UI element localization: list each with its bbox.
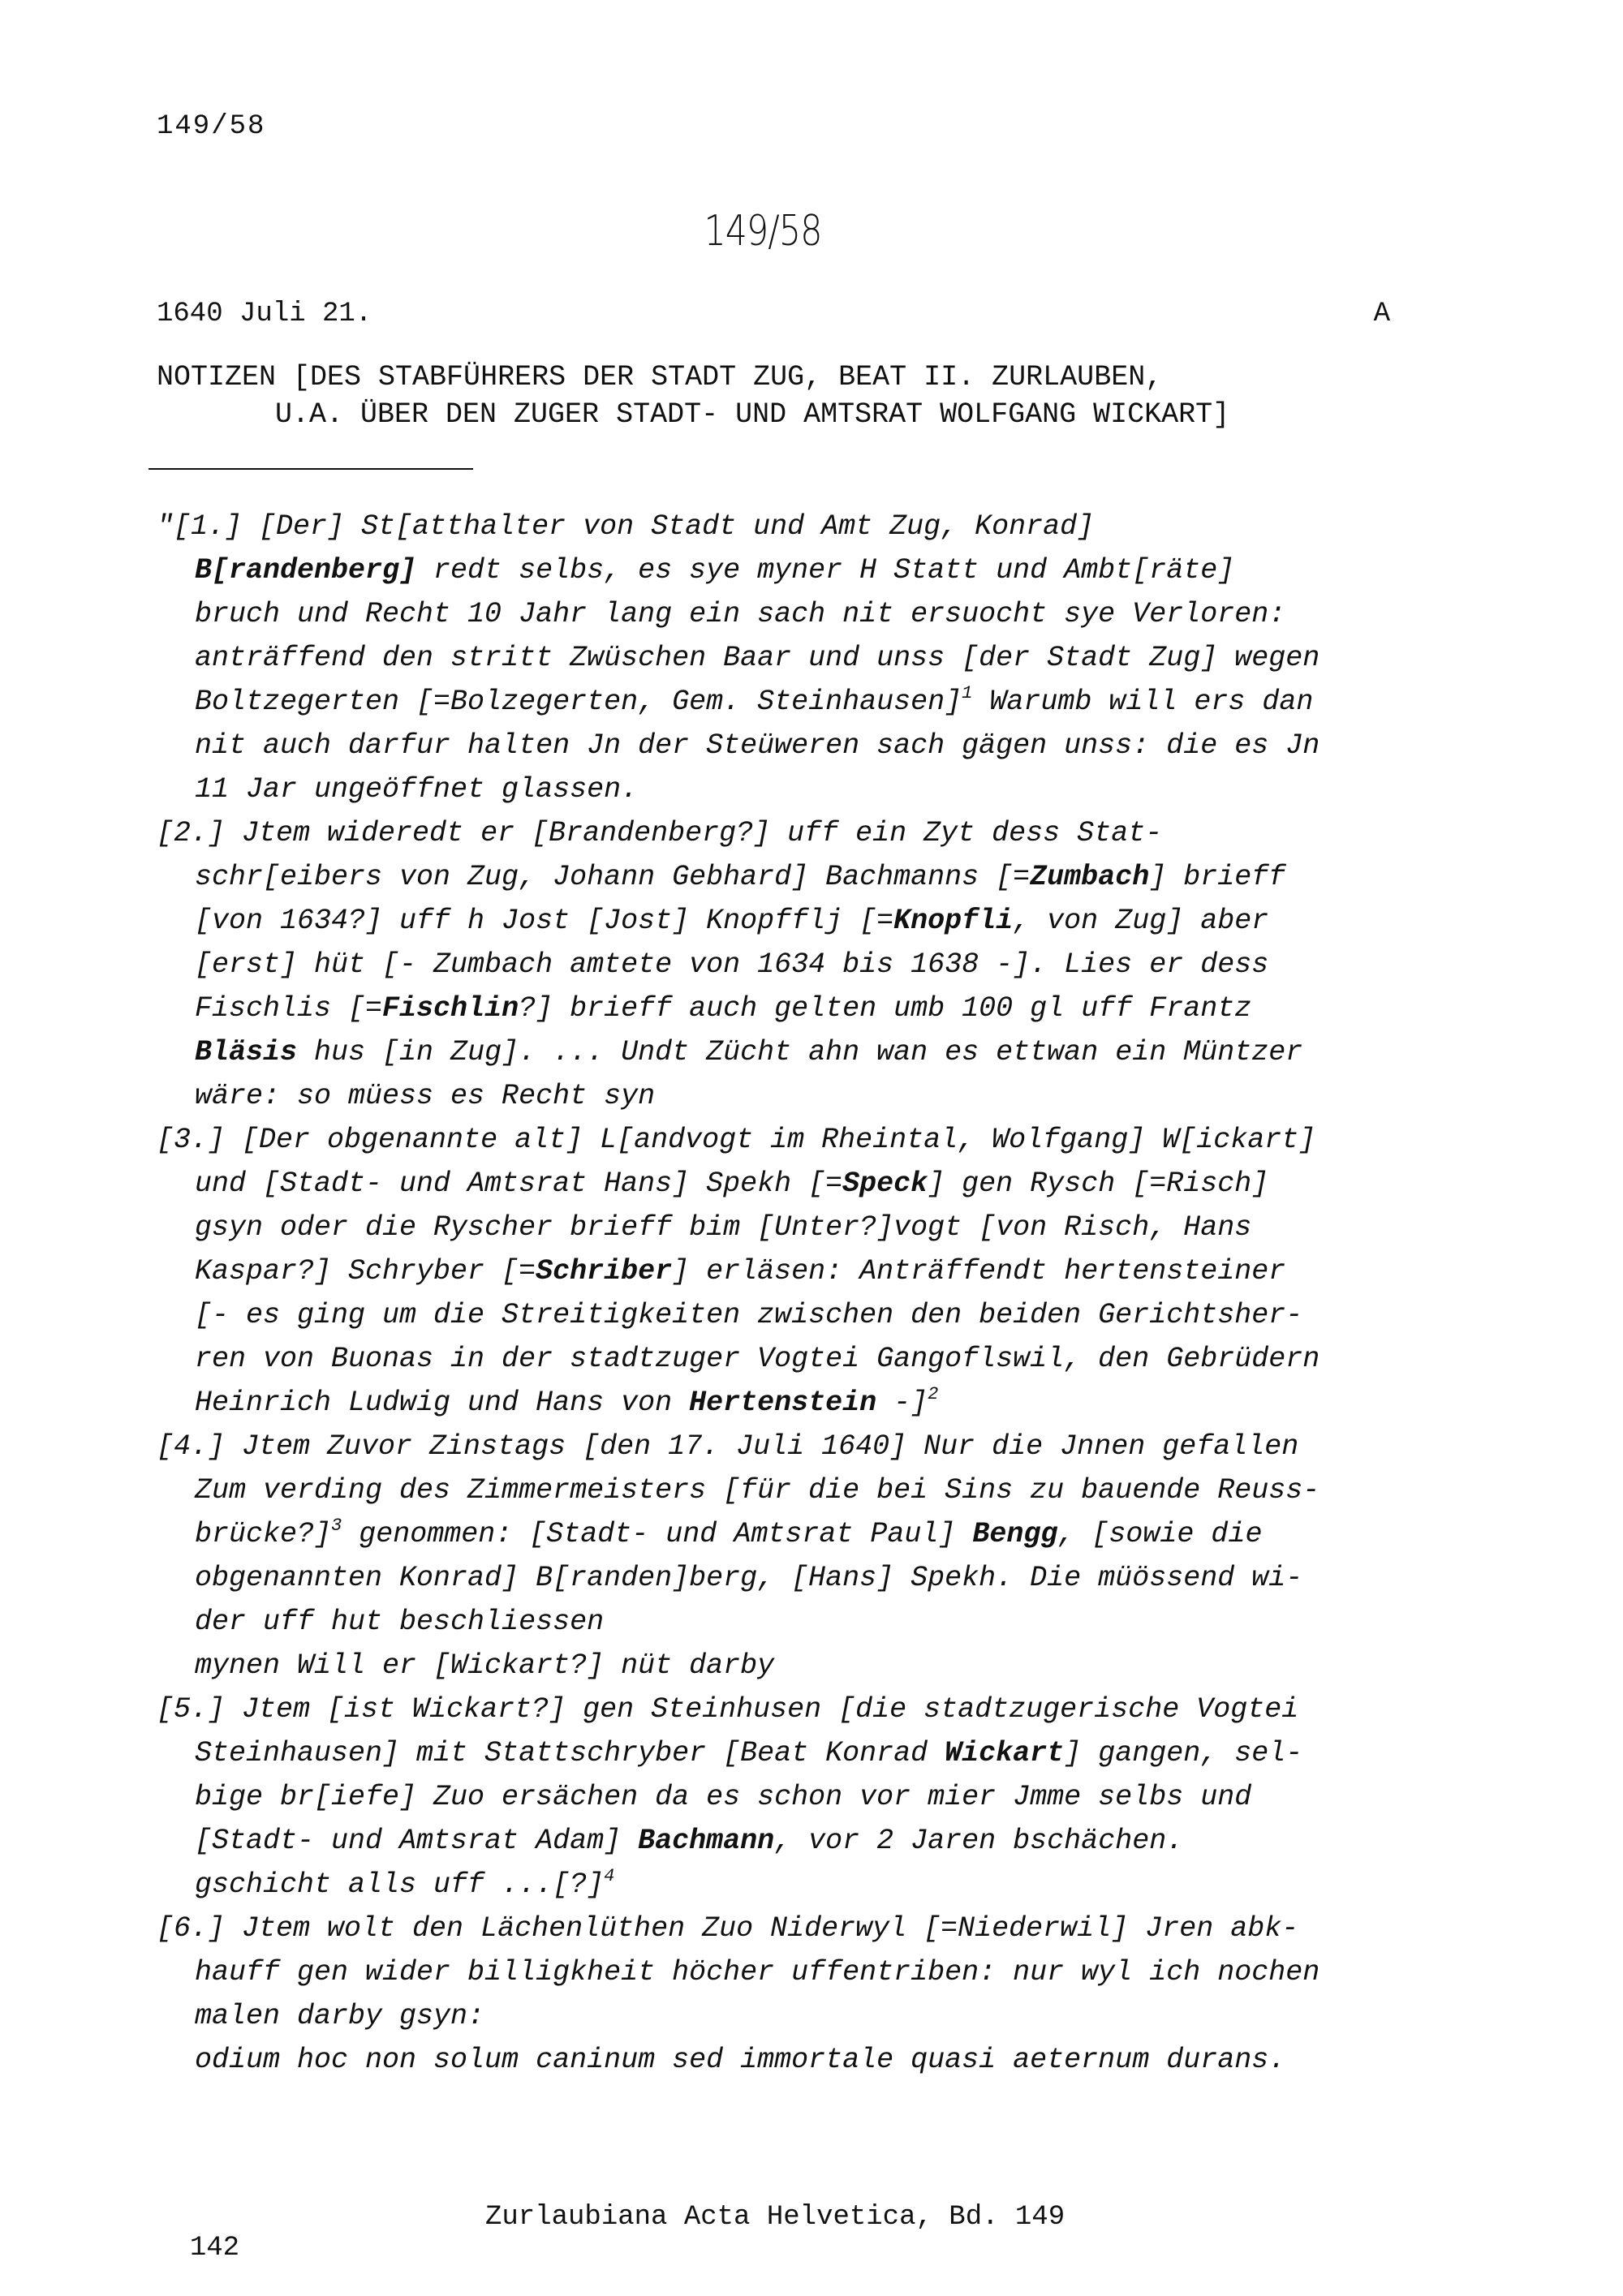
text-line: mynen Will er [Wickart?] nüt darby (195, 1649, 775, 1682)
text-line: "[1.] [Der] St[atthalter von Stadt und Amt Zug, Konrad] (157, 510, 1095, 543)
source-citation: Zurlaubiana Acta Helvetica, Bd. 149 (485, 2202, 1065, 2233)
document-mark: A (1373, 299, 1390, 329)
text-line: [3.] [Der obgenannte alt] L[andvogt im Rheintal, Wolfgang] W[ickart] (157, 1124, 1316, 1156)
bold-name: Fischlin (382, 992, 519, 1025)
text-line: Bläsis hus [in Zug]. ... Undt Zücht ahn wan es ettwan ein Müntzer (195, 1036, 1303, 1068)
text-line: odium hoc non solum caninum sed immortale quasi aeternum durans. (195, 2044, 1286, 2076)
text-line: nit auch darfur halten Jn der Steüweren sach gägen unss: die es Jn (195, 729, 1320, 762)
text-line: Zum verding des Zimmermeisters [für die bei Sins zu bauende Reuss- (195, 1474, 1320, 1507)
bold-name: Schriber (536, 1255, 673, 1288)
entry-3 (157, 1118, 1423, 1425)
text-line: [von 1634?] uff h Jost [Jost] Knopfflj [=Knopfli, von Zug] aber (195, 905, 1269, 937)
bold-name: Speck (842, 1167, 928, 1200)
text-line: Fischlis [=Fischlin?] brieff auch gelten umb 100 gl uff Frantz (195, 992, 1252, 1025)
entry-2 (157, 811, 1423, 1118)
bold-name: Bläsis (195, 1036, 298, 1068)
text-line: gschicht alls uff ...[?]$^4$ (195, 1866, 615, 1901)
text-line: und [Stadt- und Amtsrat Hans] Spekh [=Speck] gen Rysch [=Risch] (195, 1167, 1269, 1200)
text-line: bruch und Recht 10 Jahr lang ein sach nit ersuocht sye Verloren: (195, 598, 1286, 630)
entry-1 (157, 505, 1423, 811)
footnote-marker: 2 (928, 1384, 939, 1404)
date-line (157, 299, 1390, 329)
text-line: gsyn oder die Ryscher brieff bim [Unter?]vogt [von Risch, Hans (195, 1211, 1252, 1244)
text-line: malen darby gsyn: (195, 2000, 485, 2032)
bold-name: Knopfli (893, 905, 1014, 937)
text-line: anträffend den stritt Zwüschen Baar und unss [der Stadt Zug] wegen (195, 642, 1320, 674)
bold-name: Bengg (972, 1518, 1058, 1550)
text-line: ren von Buonas in der stadtzuger Vogtei Gangoflswil, den Gebrüdern (195, 1343, 1320, 1375)
footnote-marker: 4 (604, 1866, 615, 1886)
page-footer (157, 2202, 1065, 2294)
heading-divider (149, 468, 473, 470)
text-line: 11 Jar ungeöffnet glassen. (195, 773, 639, 806)
entry-6 (157, 1907, 1423, 2082)
footnote-marker: 3 (331, 1516, 342, 1536)
bold-name: Bachmann (638, 1825, 775, 1857)
entry-4 (157, 1425, 1423, 1688)
footnote-marker: 1 (962, 683, 973, 703)
document-date: 1640 Juli 21. (157, 299, 372, 329)
text-line: [Stadt- und Amtsrat Adam] Bachmann, vor 2 Jaren bschächen. (195, 1825, 1184, 1857)
document-heading (157, 359, 1423, 433)
text-line: [2.] Jtem wideredt er [Brandenberg?] uff ein Zyt dess Stat- (157, 817, 1163, 849)
text-line: wäre: so müess es Recht syn (195, 1080, 656, 1112)
bold-name: B[randenberg] (195, 554, 417, 587)
text-line: Heinrich Ludwig und Hans von Hertenstein -]$^2$ (195, 1384, 939, 1419)
text-line: [erst] hüt [- Zumbach amtete von 1634 bis 1638 -]. Lies er dess (195, 948, 1269, 981)
text-line: [4.] Jtem Zuvor Zinstags [den 17. Juli 1640] Nur die Jnnen gefallen (157, 1430, 1299, 1463)
heading-line-1: NOTIZEN [DES STABFÜHRERS DER STADT ZUG, BEAT II. ZURLAUBEN, (157, 361, 1163, 393)
corner-reference: 149/58 (157, 111, 266, 142)
text-line: obgenannten Konrad] B[randen]berg, [Hans] Spekh. Die müössend wi- (195, 1562, 1303, 1594)
page-title: 149/58 (704, 207, 822, 256)
text-line: der uff hut beschliessen (195, 1606, 605, 1638)
text-line: Boltzegerten [=Bolzegerten, Gem. Steinhausen]$^1$ Warumb will ers dan (195, 683, 1314, 718)
text-line: [5.] Jtem [ist Wickart?] gen Steinhusen [die stadtzugerische Vogtei (157, 1693, 1299, 1726)
text-line: hauff gen wider billigkheit höcher uffentriben: nur wyl ich nochen (195, 1956, 1320, 1989)
text-line: [6.] Jtem wolt den Lächenlüthen Zuo Niderwyl [=Niederwil] Jren abk- (157, 1912, 1299, 1945)
text-line: brücke?]$^3$ genommen: [Stadt- und Amtsrat Paul] Bengg, [sowie die (195, 1516, 1263, 1550)
text-line: bige br[iefe] Zuo ersächen da es schon vor mier Jmme selbs und (195, 1781, 1252, 1813)
page-number: 142 (189, 2233, 240, 2264)
entry-5 (157, 1688, 1423, 1907)
text-line: Steinhausen] mit Stattschryber [Beat Konrad Wickart] gangen, sel- (195, 1737, 1303, 1769)
bold-name: Zumbach (1030, 861, 1150, 893)
text-line: Kaspar?] Schryber [=Schriber] erläsen: Anträffendt hertensteiner (195, 1255, 1286, 1288)
bold-name: Wickart (945, 1737, 1065, 1769)
bold-name: Hertenstein (689, 1387, 877, 1419)
text-line: schr[eibers von Zug, Johann Gebhard] Bachmanns [=Zumbach] brieff (195, 861, 1286, 893)
text-line: B[randenberg] redt selbs, es sye myner H Statt und Ambt[räte] (195, 554, 1235, 587)
transcription-body (157, 505, 1423, 2082)
heading-line-2: U.A. ÜBER DEN ZUGER STADT- UND AMTSRAT WOLFGANG WICKART] (275, 398, 1230, 431)
text-line: [- es ging um die Streitigkeiten zwischen den beiden Gerichtsher- (195, 1299, 1303, 1331)
